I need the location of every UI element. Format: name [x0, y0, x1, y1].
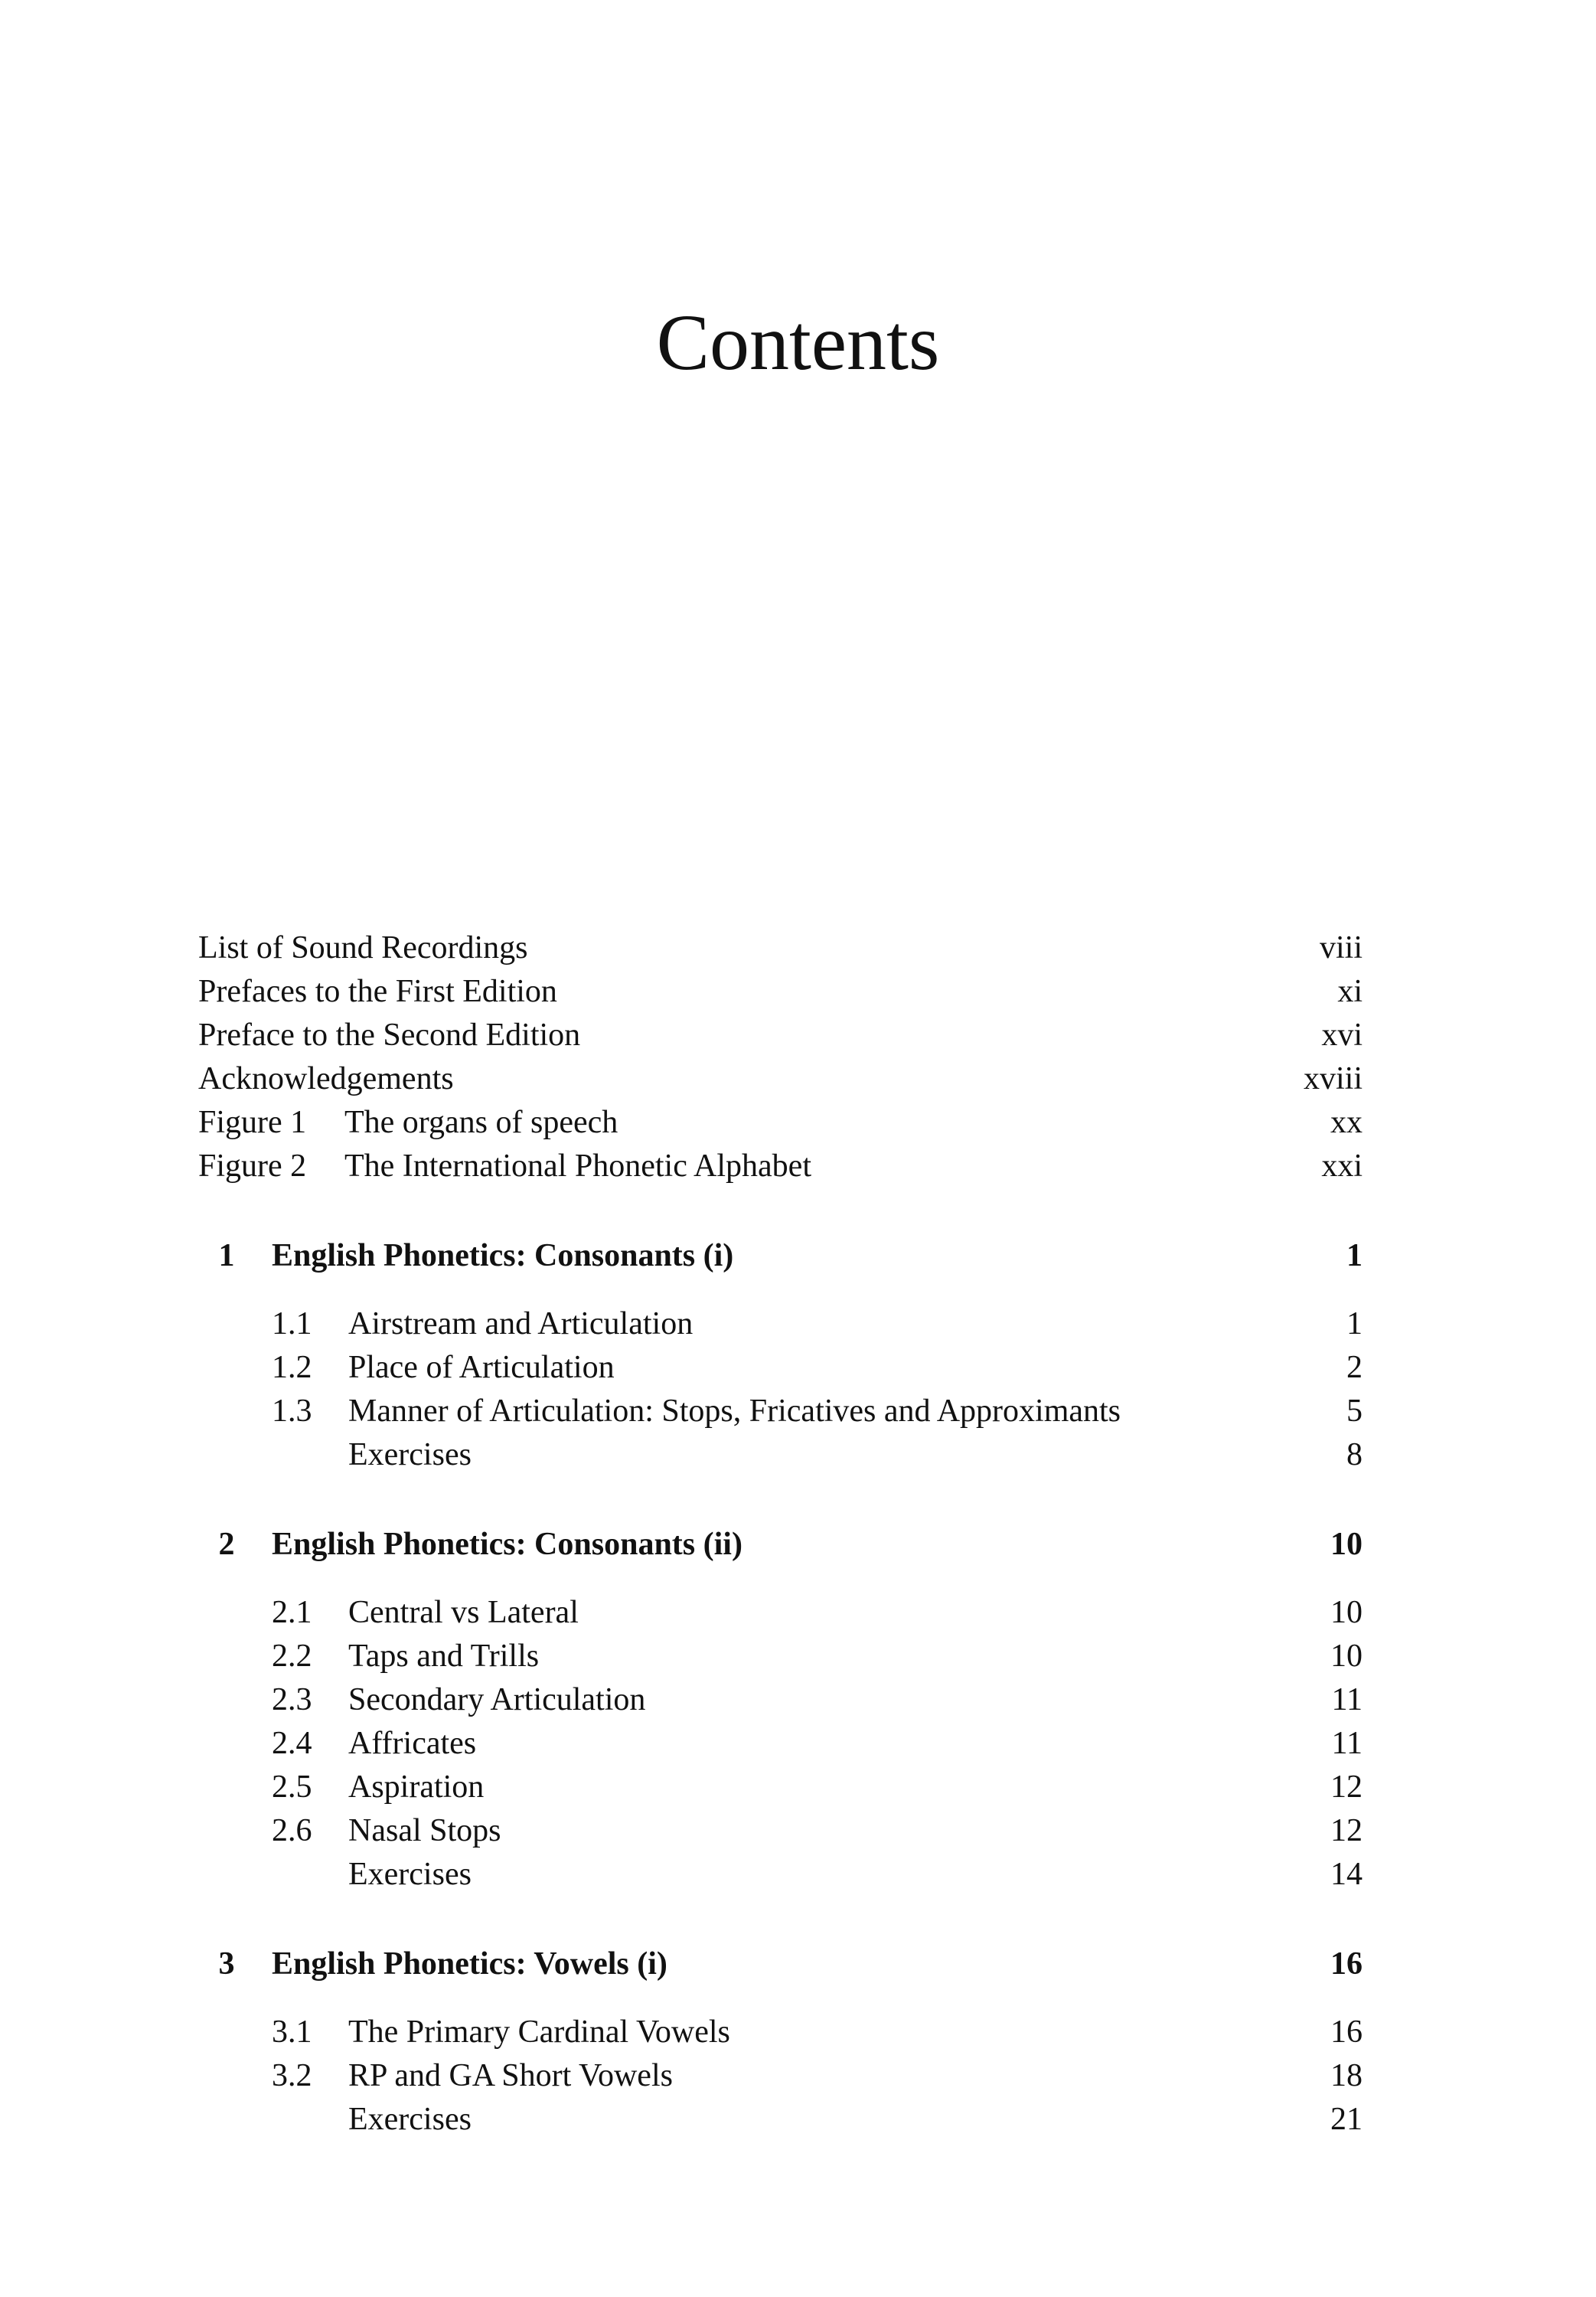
section-number: 3.1 [272, 2014, 312, 2050]
toc-section-entry[interactable] [198, 1678, 1363, 1722]
chapter-title: English Phonetics: Consonants (ii) [272, 1527, 743, 1562]
section-number: 2.6 [272, 1813, 312, 1848]
section-number: 2.1 [272, 1595, 312, 1630]
entry-page-number: xviii [1303, 1061, 1363, 1096]
toc-front-matter-entry[interactable] [198, 1145, 1363, 1188]
entry-title: Preface to the Second Edition [198, 1018, 581, 1053]
toc-section-entry[interactable] [198, 1346, 1363, 1390]
section-page-number: 11 [1331, 1726, 1363, 1761]
section-number: 1.3 [272, 1394, 312, 1429]
section-title: RP and GA Short Vowels [348, 2058, 673, 2093]
table-of-contents [198, 926, 1363, 2142]
entry-page-number: xx [1330, 1105, 1363, 1140]
toc-section-entry[interactable] [198, 1635, 1363, 1678]
entry-label: Figure 1 [198, 1105, 307, 1140]
toc-front-matter-entry[interactable] [198, 970, 1363, 1014]
section-page-number: 16 [1330, 2014, 1363, 2050]
section-title: The Primary Cardinal Vowels [348, 2014, 730, 2050]
toc-chapter-heading[interactable] [198, 1234, 1363, 1278]
section-page-number: 8 [1346, 1437, 1363, 1472]
entry-title: Acknowledgements [198, 1061, 454, 1096]
section-title: Exercises [348, 2102, 472, 2137]
entry-page-number: xxi [1321, 1148, 1363, 1184]
section-page-number: 21 [1330, 2102, 1363, 2137]
chapter-number: 1 [218, 1238, 235, 1273]
chapter-page-number: 1 [1346, 1238, 1363, 1273]
section-title: Place of Articulation [348, 1350, 615, 1385]
toc-section-entry[interactable] [198, 1302, 1363, 1346]
toc-chapter-heading[interactable] [198, 1523, 1363, 1567]
section-title: Airstream and Articulation [348, 1306, 694, 1341]
toc-front-matter-entry[interactable] [198, 926, 1363, 970]
section-title: Manner of Articulation: Stops, Fricatives and Approximants [348, 1394, 1121, 1429]
entry-label: Figure 2 [198, 1148, 307, 1184]
toc-section-entry[interactable] [198, 1591, 1363, 1635]
chapter-number: 3 [218, 1946, 235, 1982]
toc-section-entry[interactable] [198, 1433, 1363, 1477]
section-number: 2.5 [272, 1769, 312, 1805]
chapter-page-number: 10 [1330, 1527, 1363, 1562]
section-page-number: 18 [1330, 2058, 1363, 2093]
chapter-page-number: 16 [1330, 1946, 1363, 1982]
toc-section-entry[interactable] [198, 2054, 1363, 2098]
toc-section-entry[interactable] [198, 1390, 1363, 1433]
section-page-number: 12 [1330, 1813, 1363, 1848]
section-number: 2.3 [272, 1682, 312, 1717]
section-title: Central vs Lateral [348, 1595, 579, 1630]
chapter-title: English Phonetics: Vowels (i) [272, 1946, 667, 1982]
section-page-number: 10 [1330, 1595, 1363, 1630]
toc-section-entry[interactable] [198, 2011, 1363, 2054]
section-title: Secondary Articulation [348, 1682, 646, 1717]
toc-front-matter-entry[interactable] [198, 1057, 1363, 1101]
toc-section-entry[interactable] [198, 1809, 1363, 1853]
section-title: Aspiration [348, 1769, 485, 1805]
section-page-number: 12 [1330, 1769, 1363, 1805]
section-title: Taps and Trills [348, 1639, 540, 1674]
section-title: Nasal Stops [348, 1813, 501, 1848]
section-number: 2.4 [272, 1726, 312, 1761]
section-page-number: 2 [1346, 1350, 1363, 1385]
entry-title: List of Sound Recordings [198, 930, 528, 966]
section-page-number: 5 [1346, 1394, 1363, 1429]
section-title: Exercises [348, 1437, 472, 1472]
section-title: Affricates [348, 1726, 477, 1761]
section-page-number: 10 [1330, 1639, 1363, 1674]
section-page-number: 14 [1330, 1857, 1363, 1892]
entry-page-number: viii [1319, 930, 1363, 966]
toc-section-entry[interactable] [198, 2098, 1363, 2142]
toc-section-entry[interactable] [198, 1853, 1363, 1897]
section-number: 1.2 [272, 1350, 312, 1385]
toc-chapter-heading[interactable] [198, 1942, 1363, 1986]
section-number: 3.2 [272, 2058, 312, 2093]
section-title: Exercises [348, 1857, 472, 1892]
chapter-title: English Phonetics: Consonants (i) [272, 1238, 734, 1273]
entry-title: The organs of speech [344, 1105, 618, 1140]
entry-title: The International Phonetic Alphabet [344, 1148, 811, 1184]
chapter-number: 2 [218, 1527, 235, 1562]
entry-title: Prefaces to the First Edition [198, 974, 557, 1009]
section-number: 1.1 [272, 1306, 312, 1341]
section-number: 2.2 [272, 1639, 312, 1674]
section-page-number: 11 [1331, 1682, 1363, 1717]
toc-front-matter-entry[interactable] [198, 1014, 1363, 1057]
toc-section-entry[interactable] [198, 1766, 1363, 1809]
toc-section-entry[interactable] [198, 1722, 1363, 1766]
entry-page-number: xi [1337, 974, 1363, 1009]
toc-front-matter-entry[interactable] [198, 1101, 1363, 1145]
entry-page-number: xvi [1321, 1018, 1363, 1053]
page-title: Contents [656, 299, 940, 387]
section-page-number: 1 [1346, 1306, 1363, 1341]
